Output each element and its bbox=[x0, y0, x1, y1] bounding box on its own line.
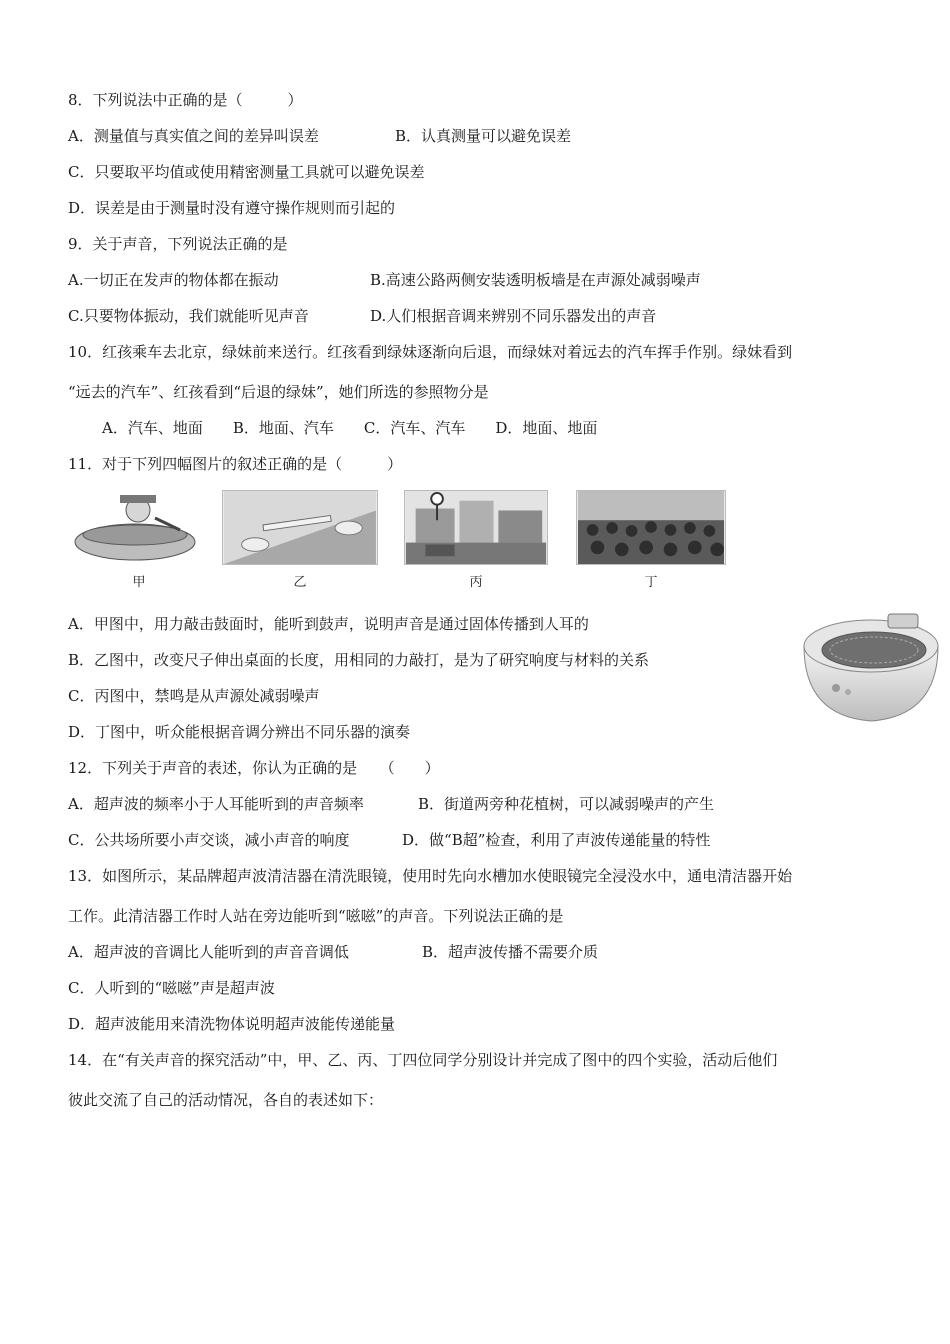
q14-stem-line1: 14．在“有关声音的探究活动”中，甲、乙、丙、丁四位同学分别设计并完成了图中的四个实验，活动后他们 bbox=[68, 1051, 778, 1069]
figure-ding bbox=[576, 490, 726, 590]
q11-stem: 11．对于下列四幅图片的叙述正确的是（ ） bbox=[68, 455, 403, 473]
q12-option-c: C．公共场所要小声交谈，减小声音的响度 bbox=[68, 831, 350, 849]
q11-option-d: D．丁图中，听众能根据音调分辨出不同乐器的演奏 bbox=[68, 723, 411, 741]
q8-stem: 8．下列说法中正确的是（ ） bbox=[68, 91, 303, 109]
q9-option-b: B.高速公路两侧安装透明板墙是在声源处减弱噪声 bbox=[370, 271, 701, 289]
q8-option-c: C．只要取平均值或使用精密测量工具就可以避免误差 bbox=[68, 163, 425, 181]
q12-option-d: D．做“B超”检查，利用了声波传递能量的特性 bbox=[402, 831, 711, 849]
q9-option-c: C.只要物体振动，我们就能听见声音 bbox=[68, 307, 309, 325]
q10-stem-line2: “远去的汽车”、红孩看到“后退的绿妹”，她们所选的参照物分是 bbox=[68, 383, 489, 401]
drum-figure-image bbox=[70, 490, 208, 565]
ultrasonic-cleaner-image bbox=[796, 606, 946, 726]
q10-stem-line1: 10．红孩乘车去北京，绿妹前来送行。红孩看到绿妹逐渐向后退，而绿妹对着远去的汽车挥手作别。绿妹看到 bbox=[68, 343, 793, 361]
figure-jia bbox=[70, 490, 208, 590]
q12-stem: 12．下列关于声音的表述，你认为正确的是 （ ） bbox=[68, 759, 440, 777]
figure-caption: 甲 bbox=[132, 575, 146, 590]
q13-stem-line1: 13．如图所示，某品牌超声波清洁器在清洗眼镜，使用时先向水槽加水使眼镜完全浸没水中，通电清洁器开始 bbox=[68, 867, 793, 885]
figure-caption: 丁 bbox=[644, 575, 658, 590]
q9-stem: 9．关于声音，下列说法正确的是 bbox=[68, 235, 288, 253]
q12-option-a: A．超声波的频率小于人耳能听到的声音频率 bbox=[68, 795, 364, 813]
q11-option-b: B．乙图中，改变尺子伸出桌面的长度，用相同的力敲打，是为了研究响度与材料的关系 bbox=[68, 651, 650, 669]
q8-option-a: A．测量值与真实值之间的差异叫误差 bbox=[68, 127, 319, 145]
figure-bing bbox=[404, 490, 548, 590]
q13-option-c: C．人听到的“嗞嗞”声是超声波 bbox=[68, 979, 275, 997]
q14-stem-line2: 彼此交流了自己的活动情况，各自的表述如下： bbox=[68, 1091, 384, 1109]
ruler-figure-image bbox=[222, 490, 378, 565]
q10-options: A．汽车、地面 B．地面、汽车 C．汽车、汽车 D．地面、地面 bbox=[102, 419, 598, 437]
q11-option-a: A．甲图中，用力敲击鼓面时，能听到鼓声，说明声音是通过固体传播到人耳的 bbox=[68, 615, 589, 633]
q13-option-d: D．超声波能用来清洗物体说明超声波能传递能量 bbox=[68, 1015, 396, 1033]
figure-yi bbox=[222, 490, 378, 590]
figure-caption: 丙 bbox=[469, 575, 483, 590]
q9-option-a: A.一切正在发声的物体都在振动 bbox=[68, 271, 279, 289]
figure-caption: 乙 bbox=[293, 575, 307, 590]
q13-option-a: A．超声波的音调比人能听到的声音音调低 bbox=[68, 943, 349, 961]
orchestra-figure-image bbox=[576, 490, 726, 565]
q11-option-c: C．丙图中，禁鸣是从声源处减弱噪声 bbox=[68, 687, 320, 705]
q9-option-d: D.人们根据音调来辨别不同乐器发出的声音 bbox=[370, 307, 657, 325]
q8-option-b: B．认真测量可以避免误差 bbox=[395, 127, 572, 145]
q13-option-b: B．超声波传播不需要介质 bbox=[422, 943, 599, 961]
q12-option-b: B．街道两旁种花植树，可以减弱噪声的产生 bbox=[418, 795, 715, 813]
q13-stem-line2: 工作。此清洁器工作时人站在旁边能听到“嗞嗞”的声音。下列说法正确的是 bbox=[68, 907, 564, 925]
no-horn-figure-image bbox=[404, 490, 548, 565]
q8-option-d: D．误差是由于测量时没有遵守操作规则而引起的 bbox=[68, 199, 396, 217]
